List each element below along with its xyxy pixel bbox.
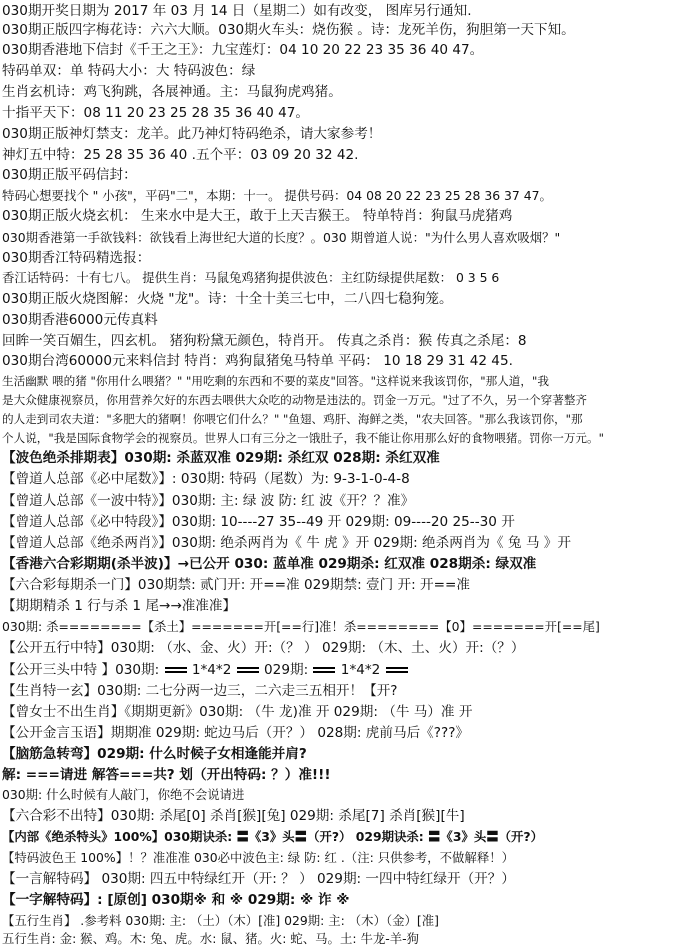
- line-46: 五行生肖: 金: 猴、鸡。木: 兔、虎。水: 鼠、猪。火: 蛇、马。土: 牛龙-羊-狗: [2, 931, 419, 946]
- line-12: 030期香港第一手欲钱料：欲钱看上海世纪大道的长度？。030 期曾道人说："为什么男人喜欢吸烟？": [2, 230, 561, 245]
- line-40: 【六合彩不出特】030期: 杀尾[0] 杀肖[猴][兔] 029期: 杀尾[7] 杀肖[猴][牛]: [2, 808, 465, 824]
- line-10: 特码心想要找个 " 小孩"，平码"二"，本期：十一。 提供号码：04 08 20 22 23 25 28 36 37 47。: [2, 188, 552, 203]
- line-27: 【曾道人总部《绝杀两肖》】030期: 绝杀两肖为《 牛 虎 》开 029期: 绝杀两肖为《 兔 马 》开: [2, 535, 571, 551]
- line-44: 【一字解特码】: [原创] 030期※ 和 ※ 029期: ※ 诈 ※: [2, 892, 350, 908]
- line-5: 生肖玄机诗：鸡飞狗跳，各展神通。主：马鼠狗虎鸡猪。: [2, 84, 342, 100]
- line-30: 【期期精杀 1 行与杀 1 尾→→准准准】: [2, 598, 237, 614]
- line-45: 【五行生肖】 .参考料 030期: 主: （土）（木）[准] 029期: 主: （木）（金）[准]: [2, 913, 439, 928]
- line-39: 030期: 什么时候有人敲门，你绝不会说请进: [2, 787, 245, 802]
- line-3: 030期香港地下信封《千王之王》：九宝莲灯：04 10 20 22 23 35 36 40 47。: [2, 42, 484, 58]
- bar-glyph: [237, 667, 259, 673]
- line-22: 个人说，"我是国际食物学会的视察员。世界人口有三分之一饿肚子，我不能让你用那么好的食物喂猪。罚你一万元。": [2, 431, 604, 445]
- bar-glyph: [165, 667, 187, 673]
- line-33: 【公开三头中特 】030期: 1*4*2 029期: 1*4*2: [2, 661, 409, 679]
- bar-glyph: [313, 667, 335, 673]
- bar-glyph: [386, 667, 408, 673]
- line-25: 【曾道人总部《一波中特》】030期: 主: 绿 波 防: 红 波《开？？准》: [2, 493, 415, 509]
- line-13: 030期香江特码精选报：: [2, 250, 151, 266]
- line-8: 神灯五中特：25 28 35 36 40 .五个平：03 09 20 32 42.: [2, 147, 359, 163]
- line-21: 的人走到司农夫道："多肥大的猪啊！你喂它们什么？" "鱼翅、鸡肝、海鲜之类，"农夫回答。"那么我该罚你，"那: [2, 412, 583, 426]
- line-14: 香江话特码：十有七八。 提供生肖：马鼠兔鸡猪狗提供波色：主红防绿提供尾数： 0 3 5 6: [2, 270, 500, 285]
- line-16: 030期香港6000元传真料: [2, 312, 158, 328]
- line-7: 030期正版神灯禁支：龙羊。此乃神灯特码绝杀，请大家参考！: [2, 126, 382, 142]
- line-4: 特码单双：单 特码大小：大 特码波色：绿: [2, 63, 256, 79]
- line-18: 030期台湾60000元来料信封 特肖：鸡狗鼠猪兔马特单 平码： 10 18 29 31 42 45.: [2, 353, 513, 369]
- line-26: 【曾道人总部《必中特段》】030期: 10----27 35--49 开 029期: 09----20 25--30 开: [2, 514, 515, 530]
- line-19: 生活幽默 喂的猪 "你用什么喂猪？" "用吃剩的东西和不要的菜皮"回答。"这样说来我该罚你，"那人道，"我: [2, 374, 549, 388]
- line-1: 030期开奖日期为 2017 年 03 月 14 日（星期二）如有改变， 图库另行通知.: [2, 3, 472, 19]
- line-15: 030期正版火烧图解：火烧 "龙"。诗：十全十美三七中，二八四七稳狗笼。: [2, 291, 453, 307]
- line-35: 【曾女士不出生肖】《期期更新》030期: （牛 龙)准 开 029期: （牛 马）准 开: [2, 704, 473, 720]
- line-9: 030期正版平码信封：: [2, 167, 137, 183]
- line-17: 回眸一笑百媚生，四玄机。 猪狗粉黛无颜色，特肖开。 传真之杀肖：猴 传真之杀尾：8: [2, 333, 527, 349]
- line-43: 【一言解特码】 030期: 四五中特绿红开（开: ？ ） 029期: 一四中特红绿开（开？）: [2, 871, 515, 887]
- line-28: 【香港六合彩期期(杀半波)】→已公开 030: 蓝单准 029期杀: 红双准 028期杀: 绿双准: [2, 556, 537, 572]
- line-42: 【特码波色王 100%】！？准准准 030必中波色主: 绿 防: 红 .（注: 只供参考，不做解释！）: [2, 850, 514, 865]
- line-32: 【公开五行中特】030期: （水、金、火）开:（？ ） 029期: （木、土、火）开:（？）: [2, 640, 525, 656]
- line-37: 【脑筋急转弯】029期: 什么时候子女相逢能并肩?: [2, 746, 307, 762]
- line-23: 【波色绝杀排期表】030期: 杀蓝双准 029期: 杀红双 028期: 杀红双准: [2, 450, 440, 466]
- line-2: 030期正版四字梅花诗：六六大顺。030期火车头：烧伤猴 。诗：龙死羊伤，狗胆第一天下知。: [2, 22, 575, 38]
- line-20: 是大众健康视察员，你用营养欠好的东西去喂供大众吃的动物是违法的。罚金一万元。"过了不久，另一个穿著整齐: [2, 393, 588, 407]
- line-29: 【六合彩每期杀一门】030期禁: 贰门开: 开==准 029期禁: 壹门 开: 开==准: [2, 577, 470, 593]
- line-11: 030期正版火烧玄机： 生来水中是大王，敢于上天吉猴王。 特单特肖：狗鼠马虎猪鸡: [2, 208, 513, 224]
- line-31: 030期: 杀========【杀土】=======开[==行]准！杀========【0】=======开[==尾]: [2, 619, 600, 634]
- line-38: 解: ===请进 解答===共? 划（开出特码: ？）准!!!: [2, 767, 331, 783]
- line-41: 【内部《绝杀特头》100%】030期诀杀: 〓《3》头〓（开?） 029期诀杀: 〓《3》头〓（开?）: [2, 829, 543, 844]
- line-34: 【生肖特一玄】030期: 二七分两一边三，二六走三五相开！【开?: [2, 683, 398, 699]
- line-36: 【公开金言玉语】期期准 029期: 蛇边马后（开？） 028期: 虎前马后《???》: [2, 725, 470, 741]
- line-24: 【曾道人总部《必中尾数》】: 030期: 特码（尾数）为: 9-3-1-0-4-8: [2, 471, 410, 487]
- line-6: 十指平天下：08 11 20 23 25 28 35 36 40 47。: [2, 105, 310, 121]
